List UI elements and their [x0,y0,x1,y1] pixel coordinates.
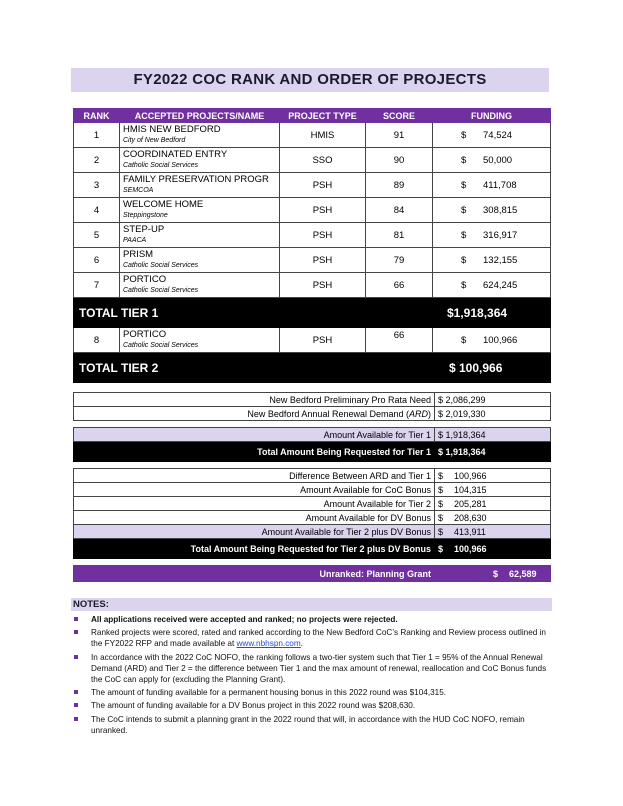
summary-row [74,393,551,407]
funding-cell: $ 132,155 [433,248,551,273]
notes-section [71,598,552,738]
project-type-cell: HMIS [280,123,366,148]
note-item: All applications received were accepted and ranked; no projects were rejected. [71,614,552,625]
nbhspn-link[interactable]: www.nbhspn.com [236,639,301,649]
total-tier2-value: $ 100,966 [433,353,551,383]
square-bullet-icon [74,655,78,659]
rank-cell: 8 [74,328,120,353]
project-type-cell: PSH [280,223,366,248]
rank-cell: 3 [74,173,120,198]
table-row [74,328,551,353]
summary-label: Total Amount Being Requested for Tier 1 [74,442,435,462]
unranked-summary [73,565,551,582]
funding-cell: $ 316,917 [433,223,551,248]
table-row [74,198,551,223]
table-row [74,173,551,198]
funding-cell: $ 411,708 [433,173,551,198]
project-name: COORDINATED ENTRY [123,149,228,160]
unranked-row [74,566,551,582]
total-tier1-label: TOTAL TIER 1 [74,298,433,328]
score-cell: 84 [366,198,433,223]
summary-value: $ 2,086,299 [435,393,551,407]
rank-cell: 4 [74,198,120,223]
notes-heading: NOTES: [71,598,552,611]
score-cell: 66 [366,328,433,353]
tier2-summary [73,468,551,559]
project-name-cell [120,148,280,173]
summary-row [74,483,551,497]
rank-header: RANK [74,109,120,123]
funding-cell: $ 74,524 [433,123,551,148]
summary-label: Amount Available for DV Bonus [74,511,435,525]
total-tier1-row [74,298,551,328]
funding-cell: $ 624,245 [433,273,551,298]
project-name-cell [120,248,280,273]
summary-value: $ 104,315 [435,483,551,497]
organization-name: Catholic Social Services [123,262,199,269]
square-bullet-icon [74,630,78,634]
project-type-cell: PSH [280,248,366,273]
summary-total-row [74,539,551,559]
note-item: In accordance with the 2022 CoC NOFO, the ranking follows a two-tier system such that Tier 1 = 95% of the Annual Renewal Demand (ARD) and Tier 2 = the difference between Tier 1 and the max amount of renewal, reallocation and CoC Bonus funds the CoC can apply for (excluding the Planning Grant). [71,652,552,686]
square-bullet-icon [74,690,78,694]
summary-row [74,428,551,442]
note-item: The CoC intends to submit a planning grant in the 2022 round that will, in accordance with the HUD CoC NOFO, remain unranked. [71,714,552,736]
table-row [74,123,551,148]
summary-value: $ 2,019,330 [435,407,551,421]
summary-label: Amount Available for CoC Bonus [74,483,435,497]
project-name-cell [120,198,280,223]
project-name-cell [120,173,280,198]
project-name-cell [120,328,280,353]
project-name: PRISM [123,249,154,260]
table-row [74,248,551,273]
summary-row [74,469,551,483]
table-row [74,223,551,248]
project-name: STEP-UP [123,224,165,235]
score-cell: 91 [366,123,433,148]
funding-header: FUNDING [433,109,551,123]
summary-value: $ 1,918,364 [435,428,551,442]
score-cell: 66 [366,273,433,298]
tier1-summary [73,427,551,462]
score-header: SCORE [366,109,433,123]
summary-value: $ 100,966 [435,539,551,559]
page-title: FY2022 COC RANK AND ORDER OF PROJECTS [71,68,549,92]
score-cell: 79 [366,248,433,273]
organization-name: Catholic Social Services [123,162,199,169]
score-cell: 81 [366,223,433,248]
organization-name: Steppingstone [123,212,168,219]
total-tier2-row [74,353,551,383]
project-type-cell: SSO [280,148,366,173]
summary-row [74,407,551,421]
project-type-cell: PSH [280,173,366,198]
total-tier1-value: $1,918,364 [433,298,551,328]
funding-cell: $ 100,966 [433,328,551,353]
summary-value: $ 100,966 [435,469,551,483]
organization-name: PAACA [123,237,147,244]
rank-cell: 6 [74,248,120,273]
project-type-header: PROJECT TYPE [280,109,366,123]
project-type-cell: PSH [280,328,366,353]
summary-label: Amount Available for Tier 1 [74,428,435,442]
organization-name: SEMCOA [123,187,154,194]
total-tier2-label: TOTAL TIER 2 [74,353,433,383]
note-item: The amount of funding available for a permanent housing bonus in this 2022 round was $104,315. [71,687,552,698]
project-name: FAMILY PRESERVATION PROGR [123,174,269,185]
summary-value: $ 1,918,364 [435,442,551,462]
project-name: WELCOME HOME [123,199,204,210]
summary-value: $ 208,630 [435,511,551,525]
summary-total-row [74,442,551,462]
summary-label: New Bedford Annual Renewal Demand (ARD) [74,407,435,421]
project-name-cell [120,223,280,248]
square-bullet-icon [74,717,78,721]
organization-name: Catholic Social Services [123,342,199,349]
project-name-cell [120,273,280,298]
ranking-table [73,108,551,383]
summary-row [74,497,551,511]
table-header-row [74,109,551,123]
unranked-value: $ 62,589 [435,566,551,582]
summary-label: Difference Between ARD and Tier 1 [74,469,435,483]
project-type-cell: PSH [280,198,366,223]
summary-row [74,511,551,525]
square-bullet-icon [74,703,78,707]
organization-name: Catholic Social Services [123,287,199,294]
project-name: HMIS NEW BEDFORD [123,124,221,135]
funding-cell: $ 308,815 [433,198,551,223]
project-name: PORTICO [123,274,167,285]
pro-rata-summary [73,392,551,421]
summary-label: Amount Available for Tier 2 plus DV Bonus [74,525,435,539]
rank-cell: 5 [74,223,120,248]
project-name: PORTICO [123,329,167,340]
summary-label: Amount Available for Tier 2 [74,497,435,511]
note-item: Ranked projects were scored, rated and ranked according to the New Bedford CoC’s Ranking and Review process outlined in the FY2022 RFP and made available at www.nbhspn.com. [71,627,552,649]
rank-cell: 1 [74,123,120,148]
unranked-label: Unranked: Planning Grant [74,566,435,582]
score-cell: 90 [366,148,433,173]
project-name-header: ACCEPTED PROJECTS/NAME [120,109,280,123]
rank-cell: 2 [74,148,120,173]
table-row [74,148,551,173]
summary-row [74,525,551,539]
table-row [74,273,551,298]
organization-name: City of New Bedford [123,137,186,144]
summary-label: Total Amount Being Requested for Tier 2 plus DV Bonus [74,539,435,559]
project-name-cell [120,123,280,148]
project-type-cell: PSH [280,273,366,298]
square-bullet-icon [74,617,78,621]
rank-cell: 7 [74,273,120,298]
score-cell: 89 [366,173,433,198]
summary-value: $ 413,911 [435,525,551,539]
funding-cell: $ 50,000 [433,148,551,173]
summary-value: $ 205,281 [435,497,551,511]
note-item: The amount of funding available for a DV Bonus project in this 2022 round was $208,630. [71,700,552,711]
summary-label: New Bedford Preliminary Pro Rata Need [74,393,435,407]
